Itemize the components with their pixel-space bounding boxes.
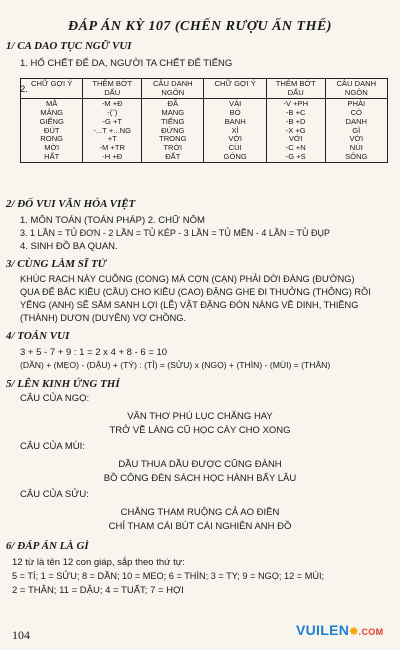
- site-logo: [296, 622, 383, 640]
- section-heading-2: 2/ ĐỐ VUI VĂN HÓA VIỆT: [6, 198, 136, 210]
- table-header-cell: CHỮ GỢI Ý: [204, 79, 266, 99]
- logo-text: VUILEN: [296, 622, 350, 638]
- answer-table: [20, 78, 388, 163]
- section-heading-1: 1/ CA DAO TỤC NGỮ VUI: [6, 40, 132, 52]
- s4-line-1: 3 + 5 - 7 + 9 : 1 = 2 x 4 + 8 - 6 = 10: [20, 347, 168, 358]
- s5-verse-1b: TRỞ VỀ LÀNG CŨ HỌC CÀY CHO XONG: [109, 425, 291, 436]
- s6-line-2: 5 = TÍ; 1 = SỬU; 8 = DẦN; 10 = MEO; 6 = THÌN; 3 = TY; 9 = NGỌ; 12 = MÙI;: [12, 571, 325, 581]
- section-heading-5: 5/ LÊN KINH ỨNG THÍ: [6, 378, 120, 390]
- section-heading-6: 6/ ĐÁP ÁN LÀ GÌ: [6, 540, 89, 552]
- s1-line-1: 1. HỔ CHẾT ĐỂ DA, NGƯỜI TA CHẾT ĐỂ TIẾNG: [20, 58, 233, 69]
- table-cell: -M +Đ -(ˇ) -G +T -...T +...NG +T -M +TR -H +Đ: [83, 99, 142, 163]
- table-header-cell: CÂU DANH NGÔN: [142, 79, 204, 99]
- star-icon: ✸: [349, 626, 359, 638]
- s2-line-2: 3. 1 LẦN = TỦ ĐƠN - 2 LẦN = TỦ KÉP - 3 LẦN = TỦ MỀN - 4 LẦN = TỦ ĐỤP: [20, 228, 330, 238]
- s5-verse-1a: VĂN THƠ PHÚ LỤC CHẲNG HAY: [127, 411, 273, 422]
- s3-line-3: YẾNG (ANH) SẼ SẮM SANH LỢI (LỄ) VẬT ĐẶNG ĐÓN NÀNG VỀ DINH, THIỀNG: [20, 300, 359, 310]
- s5-verse-3a: CHẲNG THAM RUỘNG CẢ AO ĐIỀN: [120, 507, 280, 518]
- s5-question-3: CÂU CỦA SỬU:: [20, 489, 89, 500]
- s4-line-2: (DẦN) + (MẸO) - (DẬU) + (TÝ) : (TỈ) = (SỬU) x (NGỌ) + (THÌN) - (MÙI) = (THÂN): [20, 360, 331, 370]
- s5-verse-2a: DẦU THUA DẦU ĐƯỢC CŨNG ĐÀNH: [118, 459, 282, 470]
- s3-line-4: (THÀNH) DƯƠN (DUYÊN) VỢ CHỒNG.: [20, 313, 187, 323]
- s2-line-1: 1. MÔN TOÁN (TOÁN PHÁP) 2. CHỮ NÔM: [20, 215, 205, 226]
- logo-suffix: .COM: [358, 627, 384, 637]
- page-title: ĐÁP ÁN KỲ 107 (CHẾN RƯỢU ẤN THẾ): [68, 19, 332, 34]
- section-heading-3: 3/ CÙNG LÀM SĨ TỬ: [6, 258, 107, 270]
- s6-line-1: 12 từ là tên 12 con giáp, sắp theo thứ tự:: [12, 557, 185, 568]
- s5-verse-3b: CHỈ THAM CÁI BÚT CÁI NGHIÊN ANH ĐỒ: [108, 521, 292, 532]
- s5-verse-2b: BỒ CÔNG ĐÈN SÁCH HỌC HÀNH BẤY LÂU: [103, 473, 297, 484]
- table-cell: ĐÃ MANG TIẾNG ĐỨNG TRONG TRỜI ĐẤT: [142, 99, 204, 163]
- s6-line-3: 2 = THÂN; 11 = DẬU; 4 = TUẤT; 7 = HỢI: [12, 585, 184, 596]
- s5-question-2: CÂU CỦA MÙI:: [20, 441, 85, 452]
- table-header-cell: CÂU DANH NGÔN: [325, 79, 387, 99]
- table-header-cell: THÊM BỚT DẤU: [266, 79, 325, 99]
- s3-line-2: QUA ĐỂ BẮC KIỀU (CẦU) CHO KIỀU (CAO) ĐẶNG GHE ĐI THUỞNG (THÔNG) RỒI: [20, 287, 371, 297]
- s5-question-1: CÂU CỦA NGỌ:: [20, 393, 90, 404]
- s1-item-2-marker: 2.: [20, 84, 28, 95]
- s2-line-3: 4. SINH ĐỒ BA QUAN.: [20, 241, 118, 252]
- table-header-cell: THÊM BỚT DẤU: [83, 79, 142, 99]
- s3-line-1: KHÚC RẠCH NÀY CUỖNG (CONG) MÀ CỢN (CẠN) PHẢI DỜI ĐÀNG (ĐƯỜNG): [20, 274, 355, 284]
- table-header-row: [21, 79, 388, 99]
- section-heading-4: 4/ TOÁN VUI: [6, 330, 70, 342]
- table-cell: MÃ MẢNG GIẾNG ĐÚT RONG MỜI HẤT: [21, 99, 83, 163]
- table-cell: -V +PH -B +C -B +D -X +G VỚI -C +N -G +S: [266, 99, 325, 163]
- table-row: [21, 99, 388, 163]
- table-header-cell: CHỮ GỢI Ý: [21, 79, 83, 99]
- page-number: 104: [12, 628, 30, 642]
- table-cell: VẢI BÓ BANH XÌ VỚI CÙI GÔNG: [204, 99, 266, 163]
- table-cell: PHẢI CÓ DANH GÌ VỚI NÚI SÔNG: [325, 99, 387, 163]
